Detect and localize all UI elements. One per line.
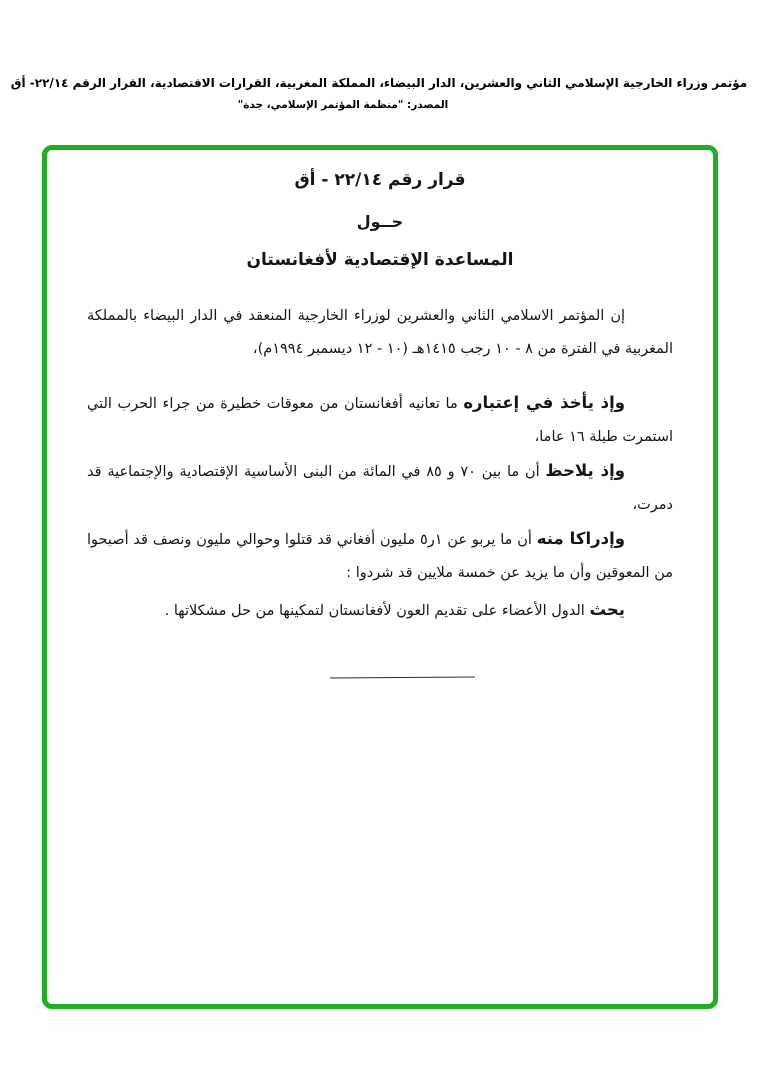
paragraph-text: أن ما يربو عن ١ر٥ مليون أفغاني قد قتلوا وحوالي مليون ونصف قد أصبحوا من المعوقين وأن ما يزيد عن خمسة ملايين قد شردوا : [87, 532, 673, 581]
paragraph-preamble-4 [87, 522, 673, 590]
paragraph-text: إن المؤتمر الاسلامي الثاني والعشرين لوزراء الخارجية المنعقد في الدار البيضاء بالمملكة المغربية في الفترة من ٨ - ١٠ رجب ١٤١٥هـ (١٠ - ١٢ ديسمبر ١٩٩٤م)، [87, 308, 673, 357]
paragraph-preamble-1 [87, 298, 673, 366]
paragraph-operative-1 [87, 593, 673, 628]
citation-line: مؤتمر وزراء الخارجية الإسلامي الثاني والعشرين، الدار البيضاء، المملكة المغربية، القرارات الاقتصادية، القرار الرقم ٢٢/١٤- أق [10, 76, 748, 90]
paragraph-lead: وإذ يلاحظ [545, 461, 625, 480]
paragraph-lead: وإذ يأخذ في إعتباره [463, 393, 625, 412]
paragraph-preamble-3 [87, 454, 673, 522]
divider-line [330, 676, 475, 678]
paragraph-text: الدول الأعضاء على تقديم العون لأفغانستان لتمكينها من حل مشكلاتها . [164, 603, 585, 619]
paragraph-text: أن ما بين ٧٠ و ٨٥ في المائة من البنى الأساسية الإقتصادية والإجتماعية قد دمرت، [87, 464, 673, 513]
resolution-subject-title: المساعدة الإقتصادية لأفغانستان [246, 250, 514, 270]
citation-header [0, 76, 758, 111]
resolution-body [87, 298, 673, 628]
paragraph-text: ما تعانيه أفغانستان من معوقات خطيرة من جراء الحرب التي استمرت طيلة ١٦ عاما، [87, 396, 673, 445]
resolution-document [47, 150, 713, 628]
paragraph-lead: يحث [589, 600, 625, 619]
document-frame [42, 145, 718, 1009]
paragraph-preamble-2 [87, 386, 673, 454]
source-line: المصدر: "منظمة المؤتمر الإسلامي، جدة" [237, 99, 449, 111]
resolution-subject-word: حــول [356, 212, 404, 231]
paragraph-lead: وإدراكا منه [536, 529, 626, 548]
resolution-number-title: قرار رقم ٢٢/١٤ - أق [294, 170, 466, 190]
